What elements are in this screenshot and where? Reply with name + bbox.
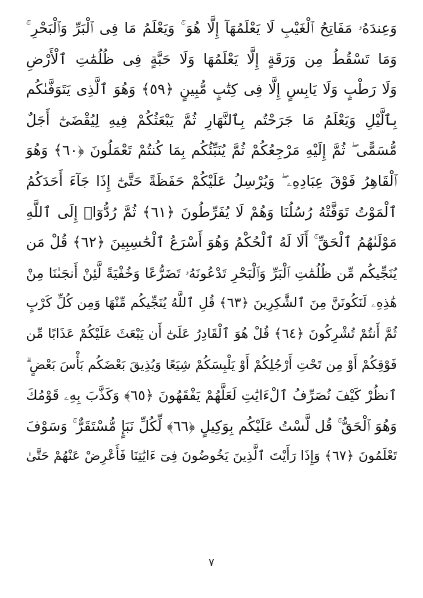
page-number: ٧ — [208, 556, 215, 569]
text-line-1: وَعِندَهُۥ مَفَاتِحُ ٱلْغَيْبِ لَا يَعْلَمُهَآ إِلَّا هُوَ ۚ وَيَعْلَمُ مَا فِى ٱلْبَرِّ وَٱلْبَحْرِ ۚ — [26, 21, 397, 37]
text-line-3: وَلَا رَطْبٍ وَلَا يَابِسٍ إِلَّا فِى كِتَٰبٍ مُّبِينٍ ﴿٥٩﴾ وَهُوَ ٱلَّذِى يَتَوَفَّىٰكُم — [26, 82, 397, 99]
text-line-10: هَٰذِهِۦ لَنَكُونَنَّ مِنَ ٱلشَّٰكِرِينَ ﴿٦٣﴾ قُلِ ٱللَّهُ يُنَجِّيكُم مِّنْهَا وَمِن كُلِّ كَرْبٍ — [26, 296, 397, 312]
text-line-9: يُنَجِّيكُم مِّن ظُلُمَٰتِ ٱلْبَرِّ وَٱلْبَحْرِ تَدْعُونَهُۥ تَضَرُّعًا وَخُفْيَةً لَّئِنْ أَنجَىٰنَا مِنْ — [26, 265, 397, 282]
text-line-11: ثُمَّ أَنتُمْ تُشْرِكُونَ ﴿٦٤﴾ قُلْ هُوَ ٱلْقَادِرُ عَلَىٰٓ أَن يَبْعَثَ عَلَيْكُمْ عَذَابًا مِّن — [26, 326, 397, 342]
verse-text-block — [26, 14, 397, 473]
text-line-13: ٱنظُرْ كَيْفَ نُصَرِّفُ ٱلْءَايَٰتِ لَعَلَّهُمْ يَفْقَهُونَ ﴿٦٥﴾ وَكَذَّبَ بِهِۦ قَوْمُكَ — [26, 388, 398, 405]
text-line-6: ٱلْقَاهِرُ فَوْقَ عِبَادِهِۦ ۖ وَيُرْسِلُ عَلَيْكُمْ حَفَظَةً حَتَّىٰٓ إِذَا جَآءَ أَحَدَكُمُ — [26, 173, 397, 190]
text-line-14: وَهُوَ ٱلْحَقُّ ۚ قُل لَّسْتُ عَلَيْكُم بِوَكِيلٍ ﴿٦٦﴾ لِّكُلِّ نَبَإٍ مُّسْتَقَرٌّ ۚ وَسَوْفَ — [26, 418, 398, 435]
text-line-2: وَمَا تَسْقُطُ مِن وَرَقَةٍ إِلَّا يَعْلَمُهَا وَلَا حَبَّةٍ فِى ظُلُمَٰتِ ٱلْأَرْضِ — [26, 51, 397, 68]
text-line-4: بِٱلَّيْلِ وَيَعْلَمُ مَا جَرَحْتُم بِٱلنَّهَارِ ثُمَّ يَبْعَثُكُمْ فِيهِ لِيُقْضَىٰٓ أَجَلٌ — [26, 112, 397, 129]
text-line-12: فَوْقِكُمْ أَوْ مِن تَحْتِ أَرْجُلِكُمْ أَوْ يَلْبِسَكُمْ شِيَعًا وَيُذِيقَ بَعْضَكُم بَأْسَ بَعْضٍ ۗ — [26, 357, 397, 373]
text-line-7: ٱلْمَوْتُ تَوَفَّتْهُ رُسُلُنَا وَهُمْ لَا يُفَرِّطُونَ ﴿٦١﴾ ثُمَّ رُدُّوٓا۟ إِلَى ٱللَّهِ — [26, 204, 398, 221]
text-line-8: مَوْلَىٰهُمُ ٱلْحَقِّ ۚ أَلَا لَهُ ٱلْحُكْمُ وَهُوَ أَسْرَعُ ٱلْحَٰسِبِينَ ﴿٦٢﴾ قُلْ مَن — [26, 235, 397, 252]
text-line-5: مُّسَمًّى ۖ ثُمَّ إِلَيْهِ مَرْجِعُكُمْ ثُمَّ يُنَبِّئُكُم بِمَا كُنتُمْ تَعْمَلُونَ ﴿٦٠﴾ وَهُوَ — [26, 143, 397, 160]
text-line-15: تَعْلَمُونَ ﴿٦٧﴾ وَإِذَا رَأَيْتَ ٱلَّذِينَ يَخُوضُونَ فِىٓ ءَايَٰتِنَا فَأَعْرِضْ عَنْهُمْ حَتَّىٰ — [26, 449, 397, 465]
